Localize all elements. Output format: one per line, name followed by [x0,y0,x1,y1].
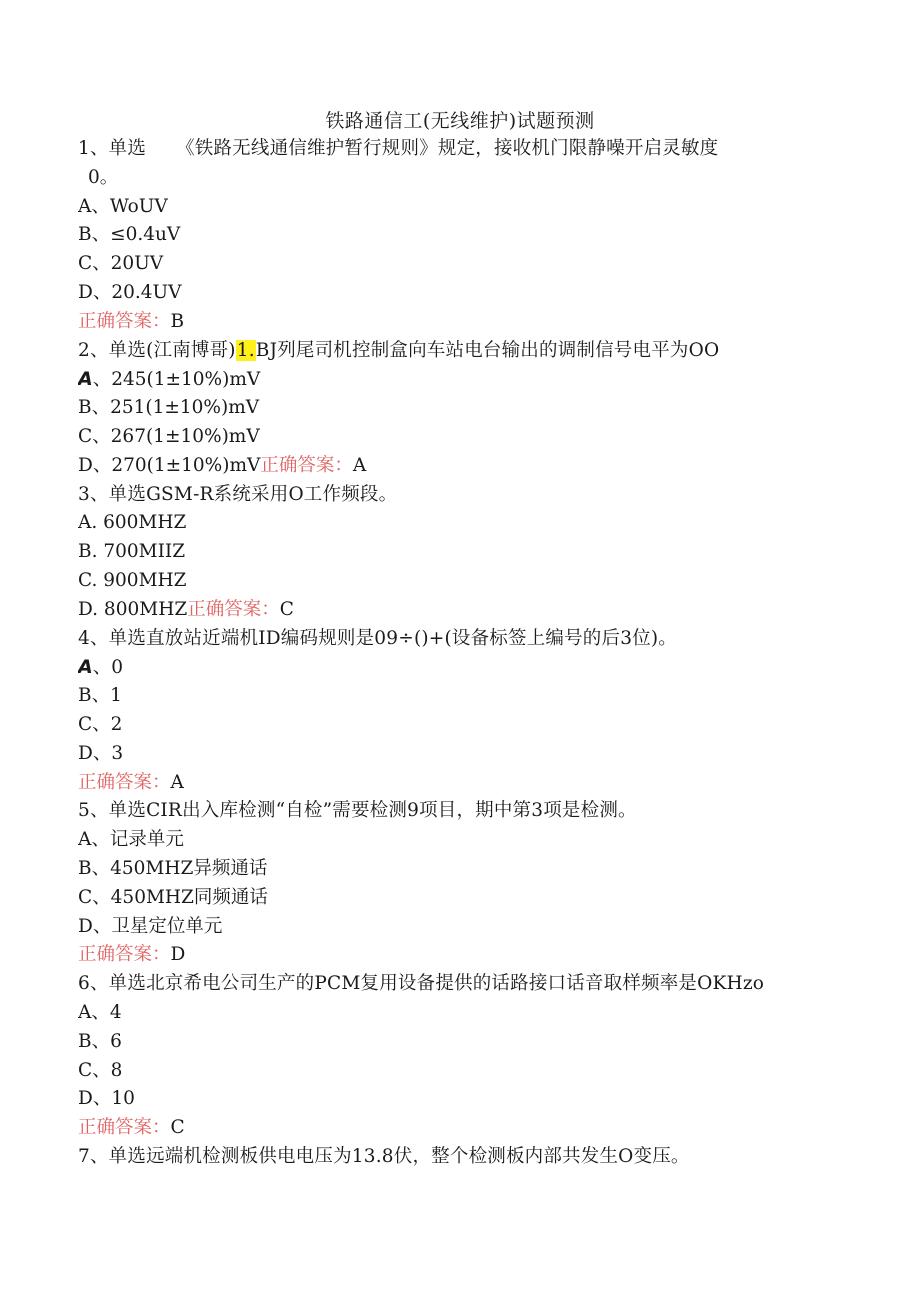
highlight-mark: 1. [236,339,255,361]
question-2-text: BJ列尾司机控制盒向车站电台输出的调制信号电平为OO [255,339,720,361]
question-2-type: 2、单选(江南博哥) [78,339,236,361]
option-text: D. 800MHZ [78,598,188,620]
answer-label: 正确答案： [187,598,280,620]
question-1-option: B、≤0.4uV [78,224,181,246]
answer-value: A [170,771,184,793]
answer-value: B [170,310,185,332]
answer-label: 正确答案： [260,454,353,476]
question-2-option: C、267(1±10%)mV [78,425,260,447]
question-4-stem: 4、单选直放站近端机ID编码规则是09÷()+(设备标签上编号的后3位)。 [78,627,677,649]
question-2-option: B、251(1±10%)mV [78,397,260,419]
question-2-stem [78,337,878,366]
question-6-option: B、6 [78,1030,122,1052]
question-5-stem: 5、单选CIR出入库检测“自检”需要检测9项目，期中第3项是检测。 [78,800,637,822]
question-3-option: C. 900MHZ [78,569,187,591]
question-5-option: C、450MHZ同频通话 [78,886,268,908]
question-1-option: C、20UV [78,253,164,275]
question-1-answer [78,308,878,337]
option-letter: A [78,656,93,679]
answer-label: 正确答案： [78,1117,171,1139]
question-4-option [78,653,878,682]
document-title: 铁路通信工(无线维护)试题预测 [325,110,595,132]
question-6-answer [78,1114,878,1143]
question-4-answer [78,769,878,798]
question-1-option: A、WoUV [78,195,168,217]
question-4-option: C、2 [78,713,123,735]
option-letter: A [78,368,93,391]
answer-value: C [170,1117,185,1139]
question-1-text: 《铁路无线通信维护暂行规则》规定，接收机门限静噪开启灵敏度 [176,138,719,159]
answer-label: 正确答案： [78,310,171,332]
answer-label: 正确答案： [78,771,171,793]
question-6-option: C、8 [78,1059,123,1081]
question-2-option-with-answer [78,452,878,481]
question-4-option: B、1 [78,685,122,707]
option-text: 、245(1±10%)mV [92,369,261,391]
question-3-option: B. 700MIIZ [78,541,186,563]
question-5-option: B、450MHZ异频通话 [78,857,268,879]
question-6-option: D、10 [78,1088,135,1110]
question-2-option [78,365,878,394]
question-1-stem-cont: 0。 [88,166,119,188]
answer-value: A [352,454,367,476]
question-5-answer [78,941,878,970]
question-4-option: D、3 [78,742,124,764]
question-3-option-with-answer [78,596,878,625]
answer-label: 正确答案： [78,944,171,966]
question-1-type: 1、单选 [78,138,147,159]
question-3-stem: 3、单选GSM-R系统采用O工作频段。 [78,483,398,505]
question-7-stem: 7、单选远端机检测板供电电压为13.8伏，整个检测板内部共发生O变压。 [78,1145,690,1167]
option-text: 、0 [92,657,123,679]
question-3-option: A. 600MHZ [78,512,187,534]
answer-value: C [279,598,294,620]
question-6-option: A、4 [78,1001,122,1023]
question-5-option: A、记录单元 [78,829,184,851]
answer-value: D [170,944,186,966]
question-1-stem [78,135,878,164]
question-1-option: D、20.4UV [78,281,182,303]
question-6-stem: 6、单选北京希电公司生产的PCM复用设备提供的话路接口话音取样频率是OKHzo [78,973,765,995]
option-text: D、270(1±10%)mV [78,454,261,476]
question-5-option: D、卫星定位单元 [78,915,223,937]
question-list [78,135,878,1172]
